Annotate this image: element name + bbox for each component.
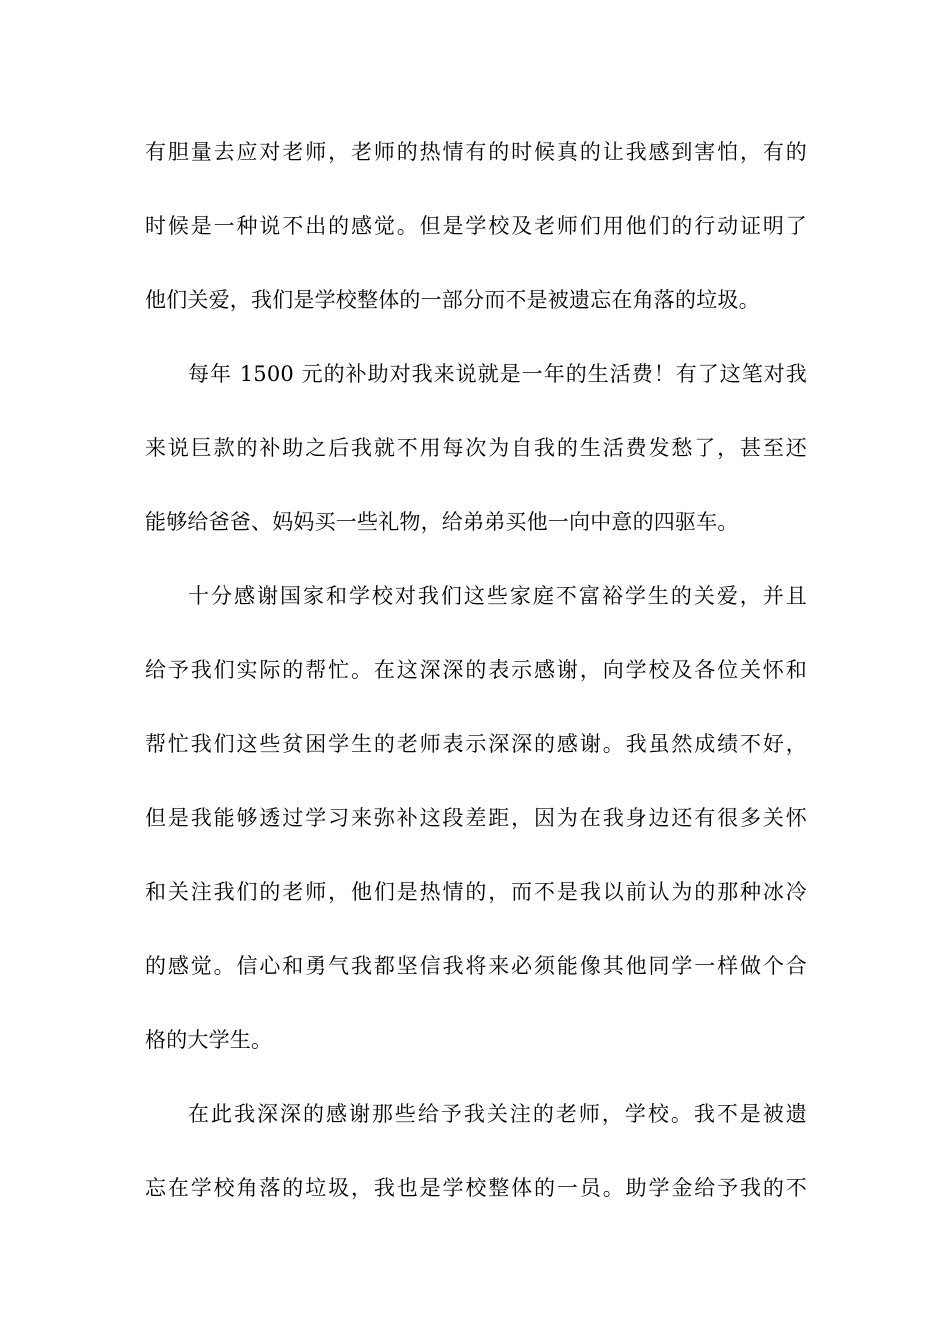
text-line: 但是我能够透过学习来弥补这段差距，因为在我身边还有很多关怀	[145, 806, 807, 830]
text-line: 能够给爸爸、妈妈买一些礼物，给弟弟买他一向中意的四驱车。	[145, 510, 739, 534]
text-line: 有胆量去应对老师，老师的热情有的时候真的让我感到害怕，有的	[145, 140, 807, 164]
text-line: 给予我们实际的帮忙。在这深深的表示感谢，向学校及各位关怀和	[145, 658, 807, 682]
paragraph-first-line: 每年 1500 元的补助对我来说就是一年的生活费！有了这笔对我	[188, 362, 807, 386]
paragraph-first-line: 十分感谢国家和学校对我们这些家庭不富裕学生的关爱，并且	[188, 584, 807, 608]
text-line: 和关注我们的老师，他们是热情的，而不是我以前认为的那种冰冷	[145, 880, 807, 904]
text-line: 帮忙我们这些贫困学生的老师表示深深的感谢。我虽然成绩不好，	[145, 732, 807, 756]
text-line: 忘在学校角落的垃圾，我也是学校整体的一员。助学金给予我的不	[145, 1176, 807, 1200]
body-text	[145, 130, 807, 1240]
paragraph-first-line: 在此我深深的感谢那些给予我关注的老师，学校。我不是被遗	[188, 1102, 807, 1126]
text-line: 来说巨款的补助之后我就不用每次为自我的生活费发愁了，甚至还	[145, 436, 807, 460]
text-line: 格的大学生。	[145, 1028, 273, 1052]
text-line: 的感觉。信心和勇气我都坚信我将来必须能像其他同学一样做个合	[145, 954, 807, 978]
text-line: 他们关爱，我们是学校整体的一部分而不是被遗忘在角落的垃圾。	[145, 288, 760, 312]
text-line: 时候是一种说不出的感觉。但是学校及老师们用他们的行动证明了	[145, 214, 807, 238]
